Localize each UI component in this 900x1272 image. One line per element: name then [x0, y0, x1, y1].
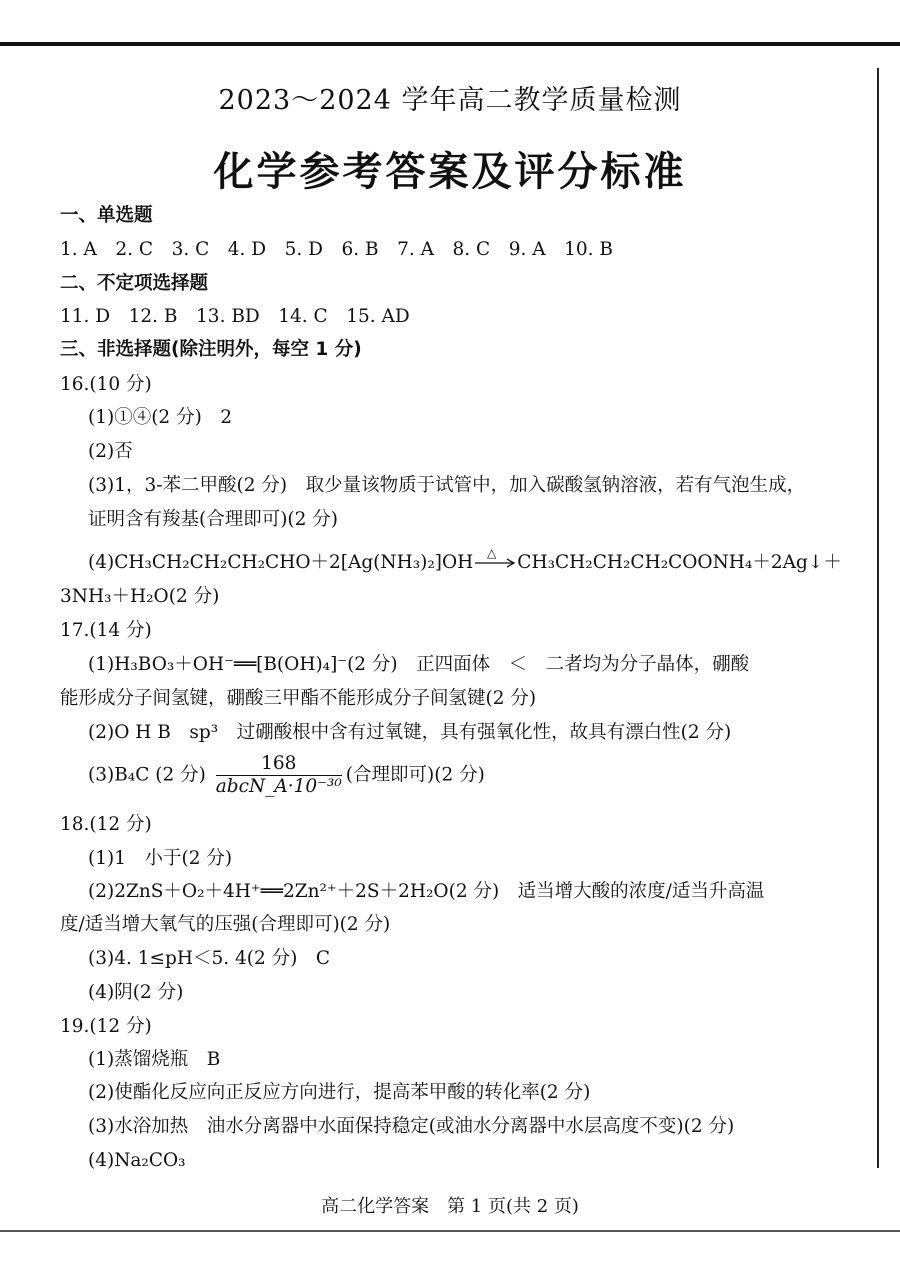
- fraction-numerator: 168: [216, 753, 342, 776]
- reaction-arrow-icon: [473, 548, 517, 570]
- q18-part3: (3)4. 1≤pH＜5. 4(2 分) C: [88, 948, 331, 969]
- heat-symbol: △: [487, 548, 497, 560]
- bottom-rule: [0, 1230, 900, 1232]
- section-title-single-choice: 一、单选题: [60, 205, 153, 226]
- q19-heading: 19.(12 分): [60, 1016, 152, 1037]
- q16-part4-equation: [88, 550, 842, 576]
- multi-choice-answers: 11. D 12. B 13. BD 14. C 15. AD: [60, 306, 410, 327]
- q16-part4-line2: 3NH₃＋H₂O(2 分): [60, 586, 220, 607]
- q16-part4-prefix: (4): [88, 552, 115, 573]
- q19-part3: (3)水浴加热 油水分离器中水面保持稳定(或油水分离器中水层高度不变)(2 分): [88, 1116, 735, 1137]
- q18-part1: (1)1 小于(2 分): [88, 848, 233, 869]
- q16-part3-line1: (3)1，3-苯二甲酸(2 分) 取少量该物质于试管中，加入碳酸氢钠溶液，若有气泡生成，: [88, 475, 806, 496]
- q18-part4: (4)阴(2 分): [88, 982, 184, 1003]
- q17-heading: 17.(14 分): [60, 620, 152, 641]
- q16-part2: (2)否: [88, 441, 133, 462]
- page-title: 化学参考答案及评分标准: [213, 149, 687, 195]
- q17-part3: [88, 753, 485, 798]
- q16-part4-reactants: CH₃CH₂CH₂CH₂CHO＋2[Ag(NH₃)₂]OH: [114, 552, 474, 573]
- q18-part2-line2: 度/适当增大氧气的压强(合理即可)(2 分): [60, 914, 391, 935]
- top-rule: [0, 42, 900, 46]
- fraction-denominator: abcN_A·10⁻³⁰: [215, 776, 342, 797]
- q17-part3-prefix: (3)B₄C (2 分): [88, 764, 206, 786]
- exam-subtitle: 2023～2024 学年高二教学质量检测: [218, 85, 682, 116]
- single-choice-answers: 1. A 2. C 3. C 4. D 5. D 6. B 7. A 8. C 9. A 10. B: [60, 239, 613, 260]
- q16-part4-products: CH₃CH₂CH₂CH₂COONH₄＋2Ag↓＋: [517, 552, 842, 573]
- section-title-multi-choice: 二、不定项选择题: [60, 273, 209, 294]
- q17-part1-line2: 能形成分子间氢键，硼酸三甲酯不能形成分子间氢键(2 分): [60, 688, 537, 709]
- q18-heading: 18.(12 分): [60, 814, 152, 835]
- q18-part2-line1: (2)2ZnS＋O₂＋4H⁺══2Zn²⁺＋2S＋2H₂O(2 分) 适当增大酸的浓度/适当升高温: [88, 881, 765, 902]
- q17-part1-line1: (1)H₃BO₃＋OH⁻══[B(OH)₄]⁻(2 分) 正四面体 ＜ 二者均为分子晶体，硼酸: [88, 654, 750, 675]
- right-margin-rule: [877, 68, 879, 1168]
- q19-part1: (1)蒸馏烧瓶 B: [88, 1049, 221, 1070]
- q19-part4: (4)Na₂CO₃: [88, 1150, 186, 1171]
- q16-part1: (1)①④(2 分) 2: [88, 407, 233, 428]
- section-title-non-choice: 三、非选择题(除注明外，每空 1 分): [60, 339, 362, 360]
- q16-heading: 16.(10 分): [60, 374, 152, 395]
- q17-part2: (2)O H B sp³ 过硼酸根中含有过氧键，具有强氧化性，故具有漂白性(2 分): [88, 722, 732, 743]
- page-footer: 高二化学答案 第 1 页(共 2 页): [321, 1196, 579, 1217]
- density-fraction: [216, 753, 342, 798]
- q17-part3-suffix: (合理即可)(2 分): [345, 764, 485, 786]
- q16-part3-line2: 证明含有羧基(合理即可)(2 分): [88, 509, 339, 530]
- q19-part2: (2)使酯化反应向正反应方向进行，提高苯甲酸的转化率(2 分): [88, 1082, 591, 1103]
